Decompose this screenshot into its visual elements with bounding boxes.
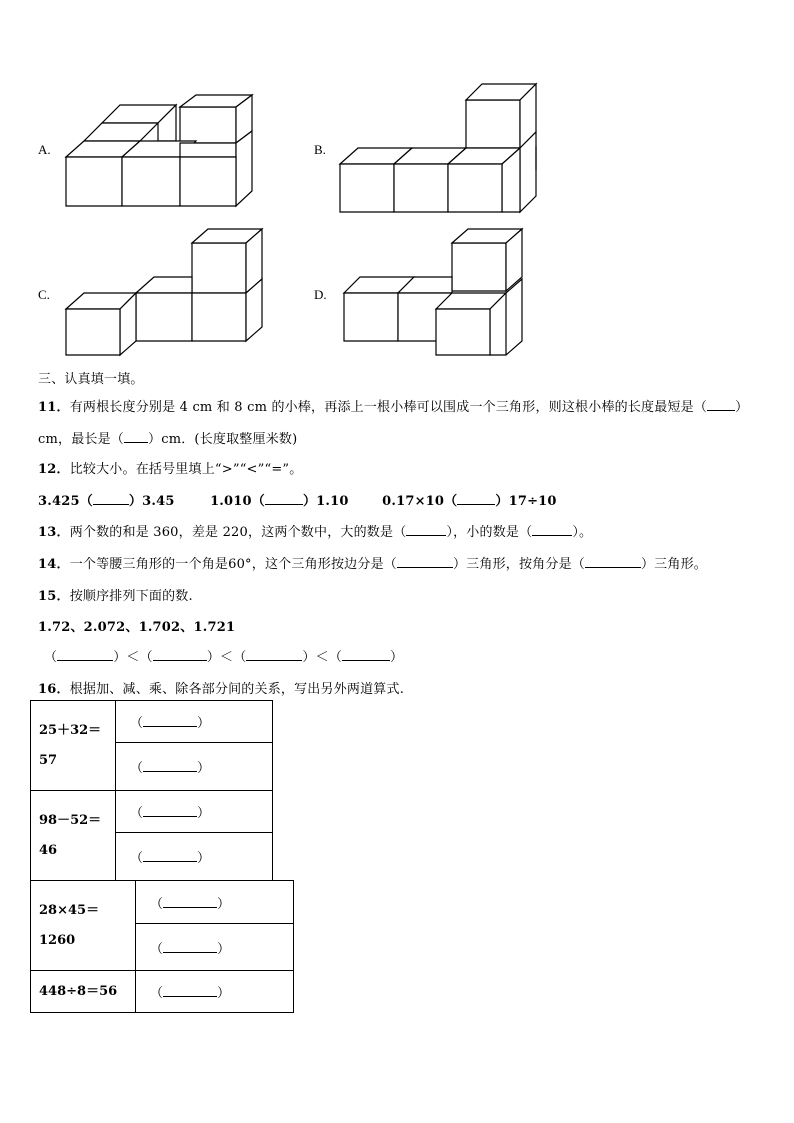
comparison-3-right: ）17÷10 bbox=[495, 494, 557, 509]
question-15-text: 按顺序排列下面的数. bbox=[69, 589, 193, 604]
comparison-1-right: ）3.45 bbox=[128, 494, 175, 509]
question-12-text: 比较大小。在括号里填上“>”“<”“=”。 bbox=[69, 462, 303, 477]
equation-4-line-1: 448÷8＝56 bbox=[39, 983, 118, 999]
question-13-text-2: ），小的数是（ bbox=[446, 525, 533, 540]
paren-close: ） bbox=[217, 986, 231, 1001]
question-11-text-2-end: ）cm．(长度取整厘米数) bbox=[148, 432, 298, 447]
question-14-text-2: ，这个三角形按边分是（ bbox=[251, 557, 397, 572]
question-14-blank-angles[interactable] bbox=[585, 556, 641, 568]
paren-open: （ bbox=[150, 941, 164, 957]
equation-2-line-1: 98－52＝ bbox=[39, 812, 102, 828]
question-11-cont bbox=[38, 428, 297, 447]
option-b-figure bbox=[338, 82, 548, 217]
answer-1a[interactable] bbox=[116, 701, 273, 743]
question-11-blank-min[interactable] bbox=[707, 399, 735, 411]
paren-open: （ bbox=[130, 761, 144, 776]
order-blank-3[interactable] bbox=[246, 649, 302, 661]
order-blank-1[interactable] bbox=[57, 649, 113, 661]
option-a-label: A. bbox=[38, 142, 51, 157]
order-3-open: （ bbox=[233, 650, 247, 665]
section-heading: 三、认真填一填。 bbox=[38, 372, 144, 387]
option-b-label: B. bbox=[314, 142, 326, 157]
question-16-number: 16． bbox=[38, 682, 70, 697]
question-15-order-row bbox=[44, 646, 403, 665]
order-2-close: ） bbox=[206, 650, 221, 665]
option-c-label: C. bbox=[38, 287, 50, 302]
question-16 bbox=[38, 678, 404, 697]
question-14-text-4: ）三角形。 bbox=[640, 557, 707, 572]
answer-blank[interactable] bbox=[143, 760, 197, 772]
comparison-2 bbox=[210, 494, 349, 509]
question-11 bbox=[38, 396, 748, 415]
order-1-close: ） bbox=[113, 650, 127, 665]
question-11-blank-max[interactable] bbox=[124, 431, 148, 443]
question-13-text-1: 两个数的和是 360，差是 220，这两个数中，大的数是（ bbox=[69, 525, 407, 540]
question-15 bbox=[38, 585, 193, 604]
comparison-1-blank[interactable] bbox=[93, 493, 129, 505]
question-14-blank-sides[interactable] bbox=[397, 556, 453, 568]
equation-1 bbox=[31, 701, 116, 791]
order-4-open: （ bbox=[328, 650, 343, 665]
answer-3b[interactable] bbox=[136, 924, 294, 971]
paren-close: ） bbox=[197, 806, 211, 821]
question-11-text-2: cm，最长是（ bbox=[38, 432, 125, 447]
order-4-close: ） bbox=[390, 650, 404, 665]
answer-2a[interactable] bbox=[116, 791, 273, 833]
equation-3-line-1: 28×45＝1260 bbox=[39, 902, 100, 948]
question-14-angle: 60° bbox=[228, 557, 252, 572]
order-blank-2[interactable] bbox=[153, 649, 207, 661]
answer-3a[interactable] bbox=[136, 881, 294, 924]
question-12-comparisons bbox=[38, 490, 557, 509]
comparison-1-left: 3.425（ bbox=[38, 494, 93, 509]
question-11-close-1: ） bbox=[735, 400, 749, 415]
answer-blank[interactable] bbox=[143, 850, 197, 862]
paren-open: （ bbox=[150, 896, 164, 912]
comparison-3-blank[interactable] bbox=[457, 493, 495, 505]
equation-1-line-1: 25＋32＝ bbox=[39, 722, 102, 738]
less-than-2: ＜ bbox=[220, 650, 234, 665]
less-than-1: ＜ bbox=[126, 650, 140, 665]
equation-2-line-2: 46 bbox=[39, 842, 58, 858]
answer-blank[interactable] bbox=[163, 941, 217, 953]
question-13-blank-large[interactable] bbox=[406, 524, 446, 536]
question-14 bbox=[38, 553, 707, 572]
order-2-open: （ bbox=[139, 650, 153, 665]
question-14-text-1: 一个等腰三角形的一个角是 bbox=[69, 557, 229, 572]
question-13-blank-small[interactable] bbox=[532, 524, 572, 536]
paren-close: ） bbox=[217, 941, 231, 957]
paren-close: ） bbox=[197, 716, 211, 731]
paren-open: （ bbox=[150, 986, 164, 1001]
answer-4a[interactable] bbox=[136, 971, 294, 1013]
equation-table-bottom bbox=[30, 880, 294, 1013]
question-13-number: 13． bbox=[38, 525, 70, 540]
order-3-close: ） bbox=[302, 650, 316, 665]
comparison-1 bbox=[38, 494, 175, 509]
order-1-open: （ bbox=[44, 650, 58, 665]
question-12-number: 12． bbox=[38, 462, 70, 477]
paren-open: （ bbox=[130, 806, 144, 821]
order-blank-4[interactable] bbox=[342, 649, 390, 661]
answer-2b[interactable] bbox=[116, 833, 273, 881]
option-d-label: D. bbox=[314, 287, 327, 302]
option-d-figure bbox=[342, 225, 532, 360]
equation-2 bbox=[31, 791, 116, 881]
answer-blank[interactable] bbox=[163, 896, 217, 908]
question-11-number: 11． bbox=[38, 400, 70, 415]
equation-4 bbox=[31, 971, 136, 1013]
comparison-2-blank[interactable] bbox=[265, 493, 303, 505]
comparison-2-right: ）1.10 bbox=[302, 494, 349, 509]
option-a-figure bbox=[60, 95, 280, 215]
question-11-text-1: 有两根长度分别是 4 cm 和 8 cm 的小棒，再添上一根小棒可以围成一个三角形，则这根小棒的长度最短是（ bbox=[69, 400, 708, 415]
question-13 bbox=[38, 521, 592, 540]
question-14-number: 14． bbox=[38, 557, 70, 572]
question-13-text-3: ）。 bbox=[572, 525, 593, 540]
equation-1-line-2: 57 bbox=[39, 752, 58, 768]
equation-3 bbox=[31, 881, 136, 971]
less-than-3: ＜ bbox=[315, 650, 329, 665]
question-12 bbox=[38, 458, 302, 477]
paren-close: ） bbox=[197, 761, 211, 776]
answer-blank[interactable] bbox=[143, 715, 197, 727]
option-c-figure bbox=[64, 225, 274, 360]
paren-open: （ bbox=[130, 851, 144, 866]
comparison-2-left: 1.010（ bbox=[210, 494, 265, 509]
equation-table-top bbox=[30, 700, 273, 881]
question-16-text: 根据加、减、乘、除各部分间的关系，写出另外两道算式. bbox=[69, 682, 405, 697]
paren-close: ） bbox=[197, 851, 211, 866]
question-15-numbers: 1.72、2.072、1.702、1.721 bbox=[38, 620, 236, 635]
question-14-text-3: ）三角形，按角分是（ bbox=[452, 557, 585, 572]
paren-close: ） bbox=[217, 896, 231, 912]
paren-open: （ bbox=[130, 716, 144, 731]
answer-blank[interactable] bbox=[163, 985, 217, 997]
comparison-3-left: 0.17×10（ bbox=[382, 494, 458, 509]
question-15-number: 15． bbox=[38, 589, 70, 604]
answer-blank[interactable] bbox=[143, 805, 197, 817]
comparison-3 bbox=[382, 494, 557, 509]
answer-1b[interactable] bbox=[116, 743, 273, 791]
